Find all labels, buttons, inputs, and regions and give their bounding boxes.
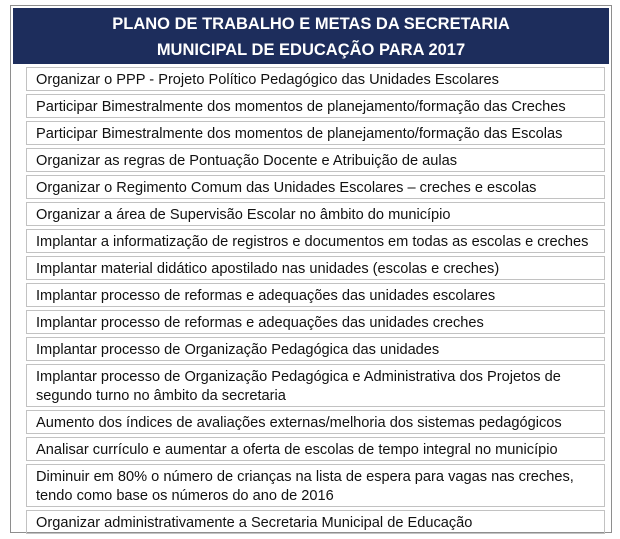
goal-row: Participar Bimestralmente dos momentos de planejamento/formação das Escolas <box>26 121 605 145</box>
header-title-line-2: MUNICIPAL DE EDUCAÇÃO PARA 2017 <box>156 41 466 59</box>
goal-row: Implantar processo de reformas e adequações das unidades creches <box>26 310 605 334</box>
goals-list <box>26 67 605 537</box>
header-title-line-1: PLANO DE TRABALHO E METAS DA SECRETARIA <box>112 15 510 33</box>
goal-row: Organizar as regras de Pontuação Docente e Atribuição de aulas <box>26 148 605 172</box>
goal-row: Analisar currículo e aumentar a oferta de escolas de tempo integral no município <box>26 437 605 461</box>
goal-row: Organizar a área de Supervisão Escolar no âmbito do município <box>26 202 605 226</box>
goal-row: Organizar o PPP - Projeto Político Pedagógico das Unidades Escolares <box>26 67 605 91</box>
goal-row: Diminuir em 80% o número de crianças na lista de espera para vagas nas creches, tendo como base os números do ano de 2016 <box>26 464 605 507</box>
goal-row: Organizar administrativamente a Secretaria Municipal de Educação <box>26 510 605 534</box>
goal-row: Implantar a informatização de registros e documentos em todas as escolas e creches <box>26 229 605 253</box>
goal-row: Implantar material didático apostilado nas unidades (escolas e creches) <box>26 256 605 280</box>
goal-row: Aumento dos índices de avaliações externas/melhoria dos sistemas pedagógicos <box>26 410 605 434</box>
goal-row: Implantar processo de Organização Pedagógica e Administrativa dos Projetos de segundo turno no âmbito da secretaria <box>26 364 605 407</box>
table-header <box>13 8 609 64</box>
goal-row: Participar Bimestralmente dos momentos de planejamento/formação das Creches <box>26 94 605 118</box>
goal-row: Organizar o Regimento Comum das Unidades Escolares – creches e escolas <box>26 175 605 199</box>
goal-row: Implantar processo de Organização Pedagógica das unidades <box>26 337 605 361</box>
goal-row: Implantar processo de reformas e adequações das unidades escolares <box>26 283 605 307</box>
goals-table <box>10 5 612 533</box>
